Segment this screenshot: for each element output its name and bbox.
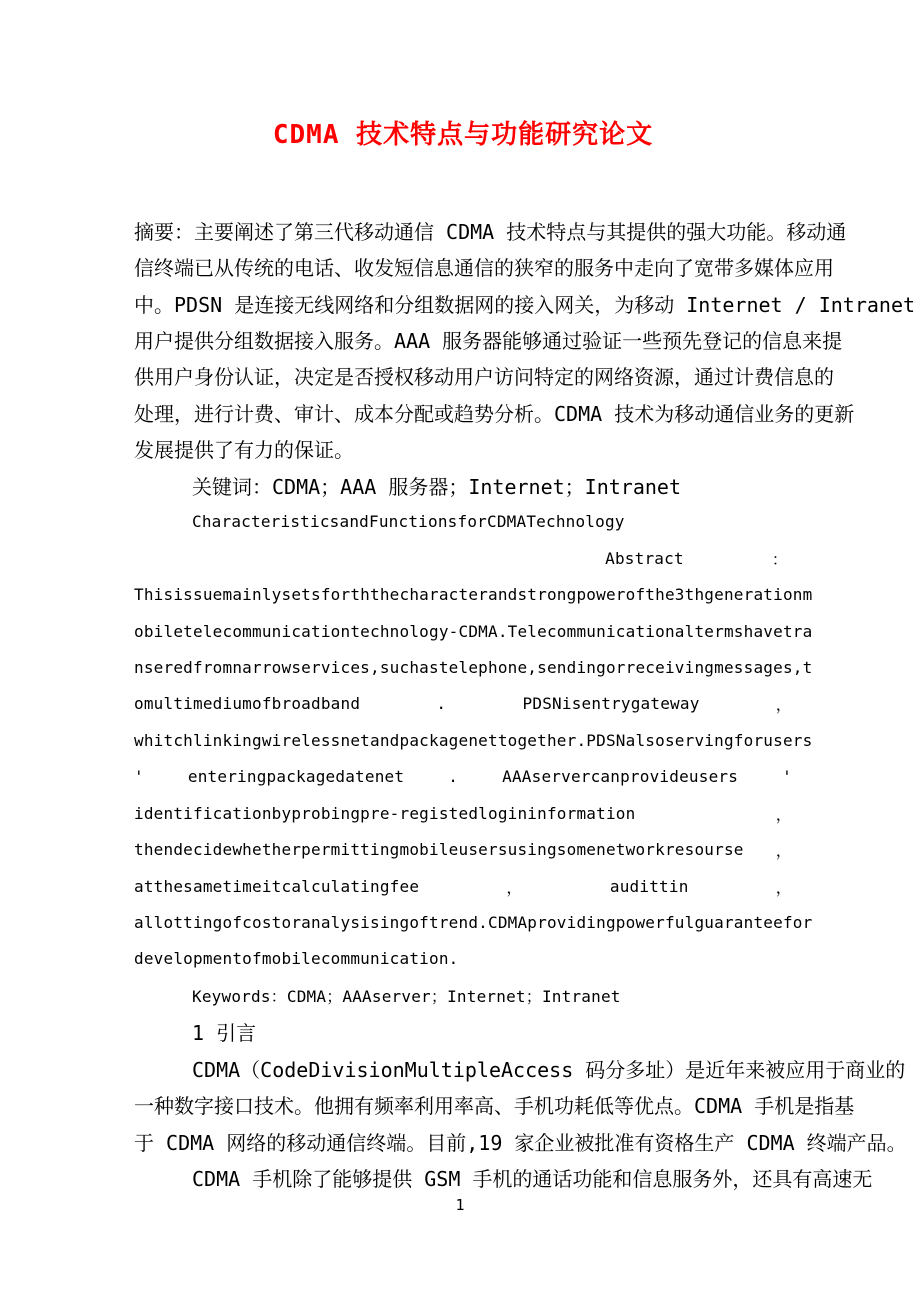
keywords-en: Keywords：CDMA；AAAserver；Internet；Intranet: [192, 986, 621, 1006]
text-segment: ': [782, 767, 792, 787]
abstract-cn-line: 信终端已从传统的电话、收发短信息通信的狭窄的服务中走向了宽带多媒体应用: [134, 256, 834, 281]
abstract-heading-word: Abstract: [605, 548, 684, 568]
abstract-en-line: Thisissuemainlysetsforththecharacterandstrongpowerofthe3thgenerationm: [134, 585, 813, 605]
abstract-cn-line: 用户提供分组数据接入服务。AAA 服务器能够通过验证一些预先登记的信息来提: [134, 329, 843, 354]
document-content: [134, 120, 916, 1196]
text-segment: identificationbyprobingpre-registedlogininformation: [134, 803, 636, 823]
body-line: 一种数字接口技术。他拥有频率利用率高、手机功耗低等优点。CDMA 手机是指基: [134, 1094, 855, 1119]
text-segment: ，: [775, 841, 792, 861]
text-segment: .: [448, 767, 459, 787]
abstract-en-line: allottingofcostoranalysisingoftrend.CDMAprovidingpowerfulguaranteefor: [134, 913, 813, 933]
abstract-en-line: nseredfromnarrowservices,suchastelephone,sendingorreceivingmessages,t: [134, 657, 813, 677]
text-segment: atthesametimeitcalculatingfee: [134, 876, 420, 896]
abstract-heading-colon: ：: [771, 549, 788, 569]
text-segment: thendecidewhetherpermittingmobileusersusingsomenetworkresourse: [134, 840, 744, 860]
abstract-cn-line: 摘要：主要阐述了第三代移动通信 CDMA 技术特点与其提供的强大功能。移动通: [134, 219, 847, 244]
abstract-en-line: [134, 795, 792, 831]
abstract-cn-line: 处理，进行计费、审计、成本分配或趋势分析。CDMA 技术为移动通信业务的更新: [134, 401, 855, 426]
abstract-en-line: [134, 868, 792, 904]
section-heading: 1 引言: [192, 1021, 257, 1046]
text-segment: ，: [775, 804, 792, 824]
document-title: CDMA 技术特点与功能研究论文: [272, 120, 654, 150]
english-title: CharacteristicsandFunctionsforCDMATechnology: [192, 512, 625, 532]
text-segment: .: [436, 694, 447, 714]
abstract-cn-line: 发展提供了有力的保证。: [134, 438, 354, 463]
text-segment: ，: [775, 695, 792, 715]
body-line: CDMA（CodeDivisionMultipleAccess 码分多址）是近年来被应用于商业的: [192, 1057, 906, 1082]
page-number: 1: [455, 1196, 465, 1214]
abstract-en-line: [134, 759, 792, 795]
text-segment: ，: [506, 877, 523, 897]
text-segment: ': [134, 767, 144, 787]
abstract-en-line: obiletelecommunicationtechnology-CDMA.Telecommunicationaltermshavetra: [134, 621, 813, 641]
abstract-cn-line: 供用户身份认证，决定是否授权移动用户访问特定的网络资源，通过计费信息的: [134, 365, 834, 390]
text-segment: AAAservercanprovideusers: [502, 767, 739, 787]
text-segment: omultimediumofbroadband: [134, 694, 361, 714]
body-line: CDMA 手机除了能够提供 GSM 手机的通话功能和信息服务外，还具有高速无: [192, 1167, 873, 1192]
text-segment: enteringpackagedatenet: [187, 767, 405, 787]
text-segment: ，: [775, 877, 792, 897]
abstract-en-line: whitchlinkingwirelessnetandpackagenettogether.PDSNalsoservingforusers: [134, 730, 813, 750]
abstract-en-line: developmentofmobilecommunication.: [134, 949, 459, 969]
body-line: 于 CDMA 网络的移动通信终端。目前,19 家企业被批准有资格生产 CDMA 终端产品。: [134, 1130, 907, 1155]
keywords-cn: 关键词：CDMA；AAA 服务器；Internet；Intranet: [192, 474, 681, 499]
abstract-en-line: [134, 686, 792, 722]
abstract-heading: [134, 540, 792, 576]
text-segment: PDSNisentrygateway: [522, 694, 700, 714]
abstract-en-line: [134, 831, 792, 867]
text-segment: audittin: [609, 876, 689, 896]
abstract-cn-line: 中。PDSN 是连接无线网络和分组数据网的接入网关，为移动 Internet / Intranet: [134, 292, 916, 317]
